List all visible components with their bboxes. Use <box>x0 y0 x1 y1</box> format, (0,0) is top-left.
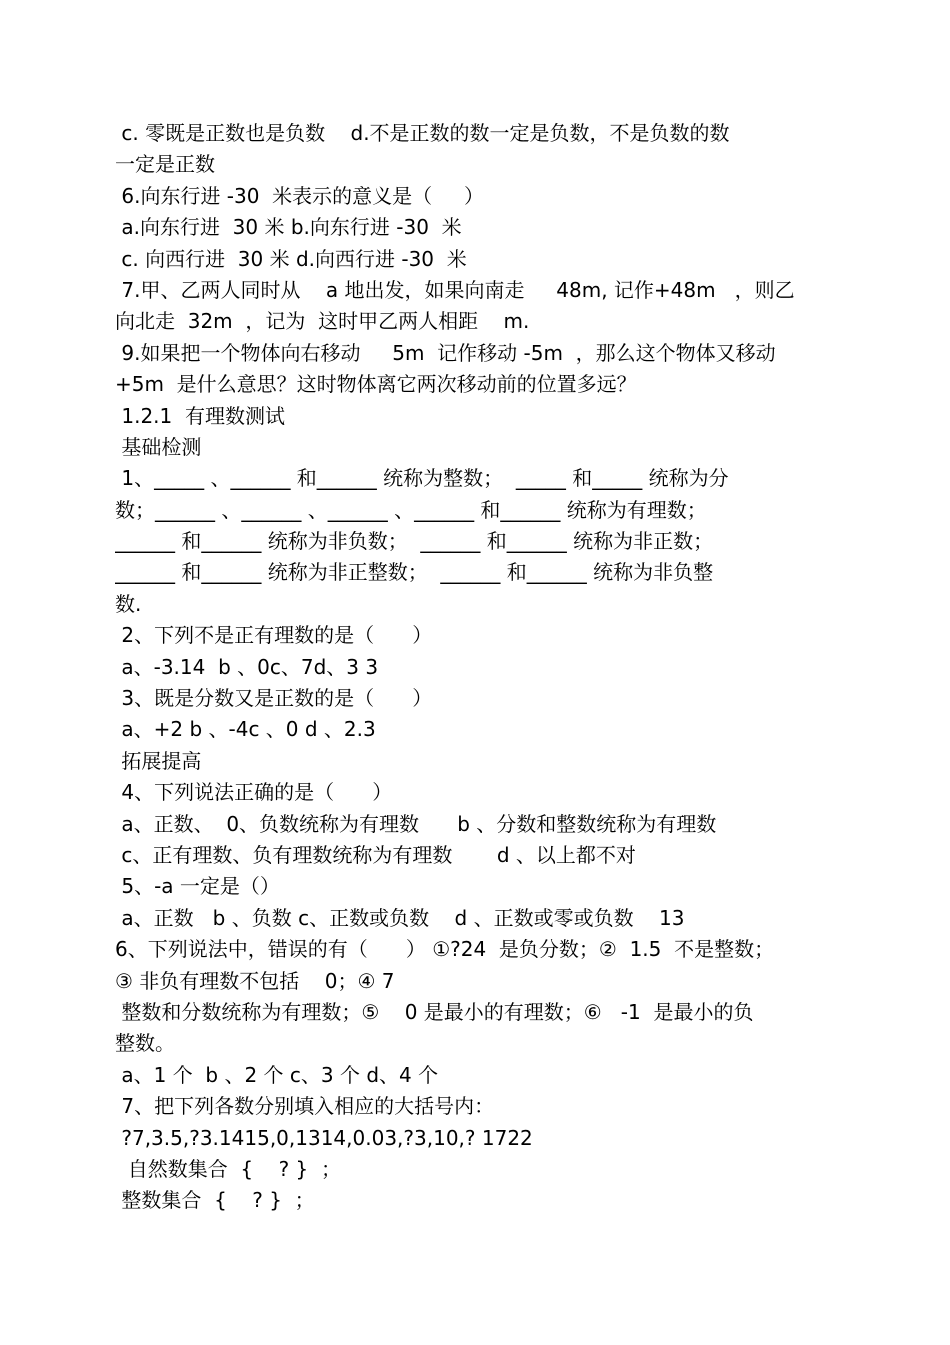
section-heading: 基础检测 <box>115 434 202 459</box>
text-line: 自然数集合 { ? } ； <box>115 1156 341 1181</box>
section-heading: 1.2.1 有理数测试 <box>115 403 285 428</box>
text-line: 2、下列不是正有理数的是（ ） <box>115 623 433 648</box>
text-line: a、+2 b 、-4c 、0 d 、2.3 <box>115 717 376 742</box>
text-line: 数；______ 、______ 、______ 、______ 和______ 统称为有理数； <box>115 497 707 522</box>
text-line: c. 向西行进 30 米 d.向西行进 -30 米 <box>115 246 467 271</box>
text-line: a、正数 b 、负数 c、正数或负数 d 、正数或零或负数 13 <box>115 905 685 930</box>
text-line: a、正数、 0、负数统称为有理数 b 、分数和整数统称为有理数 <box>115 811 717 836</box>
text-line: c、正有理数、负有理数统称为有理数 d 、以上都不对 <box>115 842 636 867</box>
text-line: c. 零既是正数也是负数 d.不是正数的数一定是负数，不是负数的数 <box>115 121 730 145</box>
text-line: ③ 非负有理数不包括 0；④ 7 <box>115 968 395 993</box>
text-line: 5、-a 一定是（） <box>115 874 280 899</box>
text-line: ______ 和______ 统称为非正整数； ______ 和______ 统称为非负整 <box>115 560 714 585</box>
text-line: +5m 是什么意思？这时物体离它两次移动前的位置多远？ <box>115 372 637 397</box>
text-line: 3、既是分数又是正数的是（ ） <box>115 686 433 711</box>
document-body <box>115 118 835 1217</box>
text-line: 数. <box>115 591 142 616</box>
text-line: a、1 个 b 、2 个 c、3 个 d、4 个 <box>115 1062 439 1087</box>
text-line: 整数。 <box>115 1031 175 1056</box>
text-line: 1、_____ 、______ 和______ 统称为整数； _____ 和_____ 统称为分 <box>115 466 729 491</box>
text-line: 一定是正数 <box>115 152 215 177</box>
text-line: 7.甲、乙两人同时从 a 地出发，如果向南走 48m, 记作+48m ，则乙 <box>115 277 795 302</box>
text-line: 整数集合 { ? } ； <box>115 1188 315 1213</box>
text-line: 4、下列说法正确的是（ ） <box>115 780 393 805</box>
text-line: ?7,3.5,?3.1415,0,1314,0.03,?3,10,? 1722 <box>115 1125 533 1150</box>
text-line: 7、把下列各数分别填入相应的大括号内： <box>115 1094 495 1119</box>
text-line: 6.向东行进 -30 米表示的意义是（ ） <box>115 183 484 208</box>
section-heading: 拓展提高 <box>115 748 202 773</box>
text-line: 6、下列说法中，错误的有（ ） ①?24 是负分数；② 1.5 不是整数； <box>115 937 775 962</box>
text-line: 向北走 32m ，记为 这时甲乙两人相距 m. <box>115 309 530 334</box>
text-line: a、-3.14 b 、0c、7d、3 3 <box>115 654 379 679</box>
text-line: a.向东行进 30 米 b.向东行进 -30 米 <box>115 215 462 240</box>
text-line: 9.如果把一个物体向右移动 5m 记作移动 -5m ，那么这个物体又移动 <box>115 340 776 365</box>
text-line: 整数和分数统称为有理数；⑤ 0 是最小的有理数；⑥ -1 是最小的负 <box>115 999 754 1024</box>
text-line: ______ 和______ 统称为非负数； ______ 和______ 统称为非正数； <box>115 529 714 554</box>
